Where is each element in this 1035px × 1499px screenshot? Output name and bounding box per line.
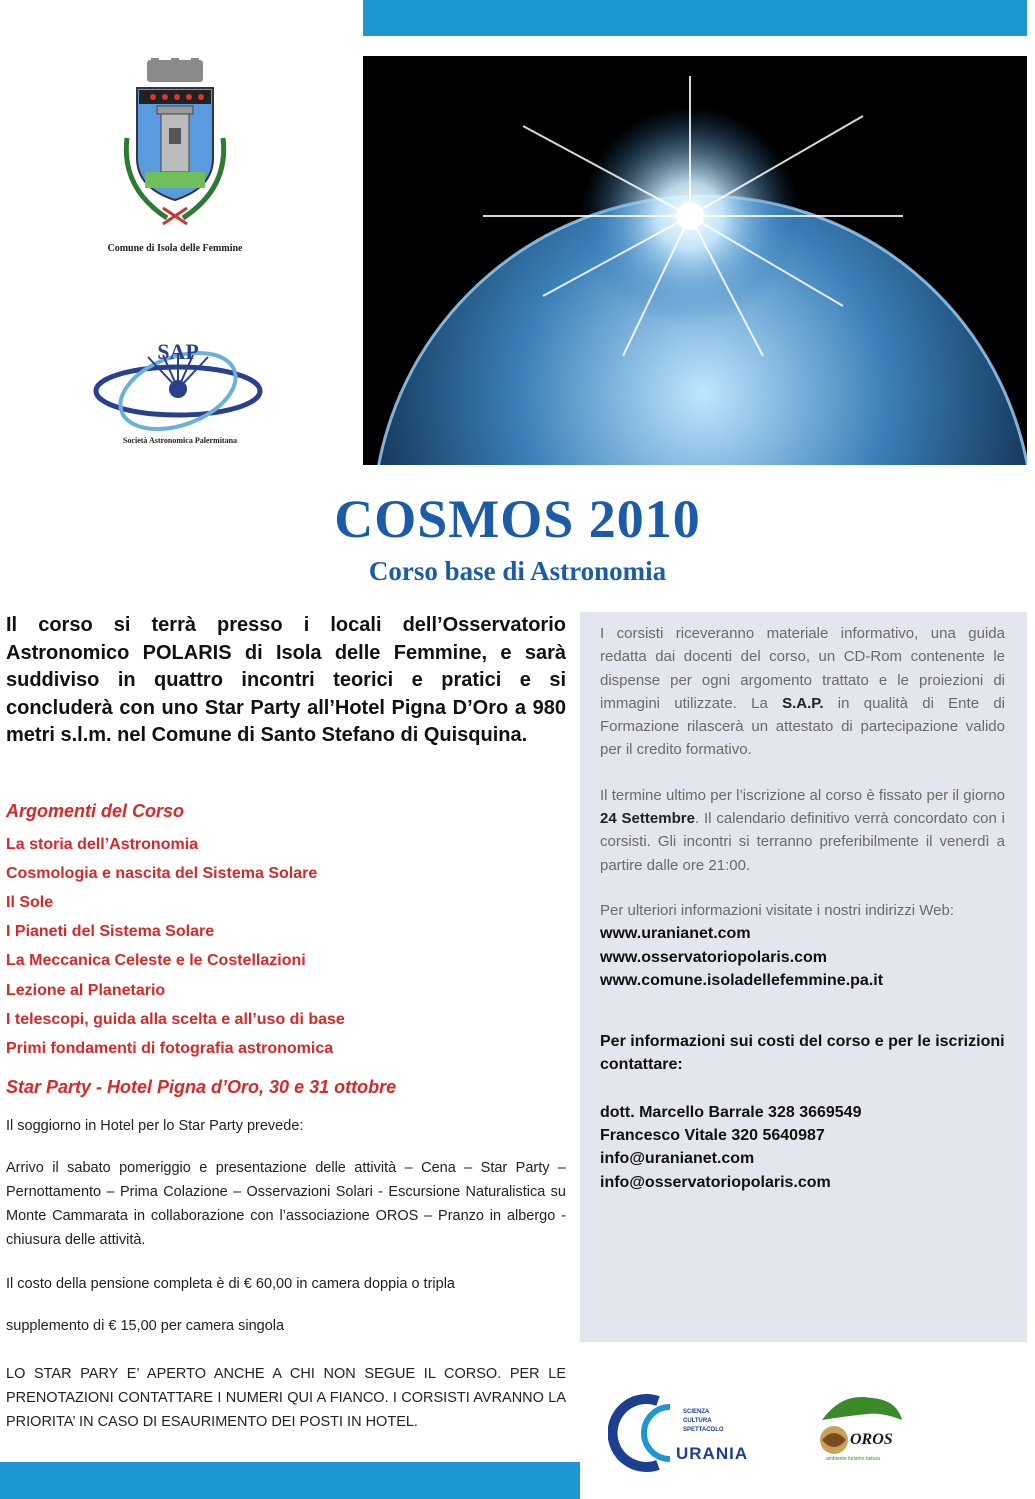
list-item: Lezione al Planetario	[6, 981, 166, 999]
urania-line-3: SPETTACOLO	[683, 1427, 724, 1433]
email-uranianet[interactable]: info@uranianet.com	[600, 1150, 755, 1168]
left-column	[6, 612, 566, 1434]
sap-logo	[88, 343, 268, 431]
list-item: Cosmologia e nascita del Sistema Solare	[6, 864, 318, 882]
top-accent-bar	[363, 0, 1027, 36]
sap-logo-text: SAP	[157, 343, 199, 364]
list-item: I telescopi, guida alla scelta e all’uso di base	[6, 1010, 345, 1028]
info-paragraph-materials: I corsisti riceveranno materiale informativo, una guida redatta dai docenti del corso, un CD-Rom contenente le dispense per ogni argomento trattato e le proiezioni di immagini utilizzate. La S.A.P. in qualità di Ente di Formazione rilascerà un attestato di partecipazione valido per il credito formativo.	[600, 625, 1005, 759]
comune-crest-logo	[105, 58, 245, 228]
oros-tagline: ambiente turismo natura	[826, 1456, 880, 1462]
page-subtitle: Corso base di Astronomia	[368, 556, 667, 586]
sap-caption: Società Astronomica Palermitana	[122, 436, 238, 445]
star-party-heading: Star Party - Hotel Pigna d’Oro, 30 e 31 ottobre	[6, 1077, 397, 1098]
star-party-notice: LO STAR PARY E’ APERTO ANCHE A CHI NON SEGUE IL CORSO. PER LE PRENOTAZIONI CONTATTARE I NUMERI QUI A FIANCO. I CORSISTI AVRANNO LA PRIORITA’ IN CASO DI ESAURIMENTO DEI POSTI IN HOTEL.	[6, 1366, 566, 1431]
urania-line-1: SCIENZA	[683, 1409, 710, 1415]
urania-line-2: CULTURA	[683, 1418, 712, 1424]
contacts-list	[600, 1101, 1005, 1194]
oros-name: OROS	[850, 1431, 893, 1448]
list-item: Primi fondamenti di fotografia astronomica	[6, 1039, 334, 1057]
contact-vitale: Francesco Vitale 320 5640987	[600, 1127, 825, 1145]
page-title: COSMOS 2010	[334, 489, 701, 549]
urania-name: URANIA	[676, 1444, 749, 1463]
link-uranianet[interactable]: www.uranianet.com	[600, 925, 751, 943]
comune-caption: Comune di Isola delle Femmine	[107, 243, 243, 254]
contact-heading: Per informazioni sui costi del corso e per le iscrizioni contattare:	[600, 1033, 1005, 1074]
bottom-accent-bar	[0, 1462, 580, 1499]
urania-logo	[608, 1393, 778, 1473]
link-comune[interactable]: www.comune.isoladellefemmine.pa.it	[600, 971, 884, 989]
topics-list	[6, 830, 566, 1064]
oros-logo	[812, 1390, 912, 1465]
star-party-supplement: supplemento di € 15,00 per camera singola	[6, 1318, 285, 1335]
link-osservatoriopolaris[interactable]: www.osservatoriopolaris.com	[600, 948, 828, 966]
star-party-price: Il costo della pensione completa è di € 60,00 in camera doppia o tripla	[6, 1276, 455, 1293]
list-item: La storia dell’Astronomia	[6, 835, 199, 853]
star-party-program: Arrivo il sabato pomeriggio e presentazione delle attività – Cena – Star Party – Pernottamento – Prima Colazione – Osservazioni Solari - Escursione Naturalistica su Monte Cammarata in collaborazione con l’associazione OROS – Pranzo in albergo - chiusura delle attività.	[6, 1160, 566, 1249]
info-paragraph-web: Per ulteriori informazioni visitate i nostri indirizzi Web:	[600, 901, 955, 919]
topics-heading: Argomenti del Corso	[6, 800, 185, 821]
list-item: Il Sole	[6, 893, 54, 911]
star-party-intro: Il soggiorno in Hotel per lo Star Party prevede:	[6, 1118, 304, 1135]
info-panel	[580, 612, 1027, 1342]
space-planet-image	[363, 56, 1027, 465]
email-osservatoriopolaris[interactable]: info@osservatoriopolaris.com	[600, 1173, 831, 1191]
list-item: I Pianeti del Sistema Solare	[6, 923, 215, 941]
list-item: La Meccanica Celeste e le Costellazioni	[6, 952, 306, 970]
intro-paragraph: Il corso si terrà presso i locali dell’Osservatorio Astronomico POLARIS di Isola delle Femmine, e sarà suddiviso in quattro incontri teorici e pratici e si concluderà con uno Star Party all’Hotel Pigna D’Oro a 980 metri s.l.m. nel Comune di Santo Stefano di Quisquina.	[6, 614, 566, 746]
contact-barrale: dott. Marcello Barrale 328 3669549	[600, 1103, 862, 1121]
web-links	[600, 922, 1005, 992]
info-paragraph-deadline: Il termine ultimo per l’iscrizione al corso è fissato per il giorno 24 Settembre. Il calendario definitivo verrà concordato con i corsisti. Gli incontri si terranno preferibilmente il venerdì a partire dalle ore 21:00.	[600, 786, 1005, 874]
